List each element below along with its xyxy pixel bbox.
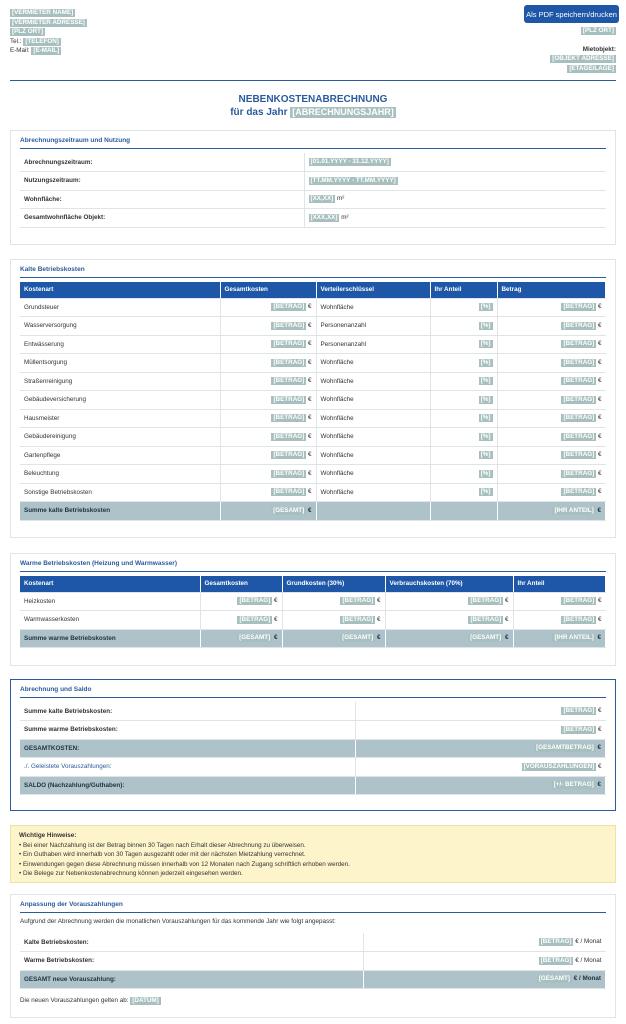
amount-value: [BETRAG]	[563, 469, 595, 477]
distribution-key: Wohnfläche	[316, 465, 430, 484]
table-row: Heizkosten [BETRAG] € [BETRAG] € [BETRAG] € [BETRAG] €	[20, 592, 606, 611]
adjust-table	[20, 933, 606, 989]
note-item: • Einwendungen gegen diese Abrechnung müssen innerhalb von 12 Monaten nach Zugang schriftlich erhoben werden.	[19, 860, 350, 868]
col-header: Kostenart	[20, 282, 220, 298]
distribution-key: Wohnfläche	[316, 354, 430, 373]
title-main: NEBENKOSTENABRECHNUNG	[238, 94, 388, 105]
share-value: [%]	[480, 303, 491, 311]
col-header: Gesamtkosten	[220, 282, 316, 298]
table-row: Warmwasserkosten [BETRAG] € [BETRAG] € [BETRAG] € [BETRAG] €	[20, 611, 606, 630]
table-row: Wasserversorgung [BETRAG] € Personenanzahl [%] [BETRAG] €	[20, 317, 606, 336]
email-label: E-Mail:	[10, 47, 30, 54]
period-value: [XX,XX]	[310, 195, 334, 203]
header-divider	[10, 80, 616, 81]
distribution-key: Wohnfläche	[316, 428, 430, 447]
landlord-city: [PLZ ORT]	[12, 28, 44, 35]
saldo-total-row: SALDO (Nachzahlung/Guthaben): [+/- BETRAG] €	[20, 776, 606, 795]
share-value: [%]	[480, 321, 491, 329]
title-year: [ABRECHNUNGSJAHR]	[292, 107, 394, 117]
warm-sum-row: Summe warme Betriebskosten [GESAMT] € [GESAMT] € [GESAMT] € [IHR ANTEIL] €	[20, 629, 606, 648]
cold-sum-row: Summe kalte Betriebskosten [GESAMT] € [IHR ANTEIL] €	[20, 502, 606, 521]
cost-type: Heizkosten	[20, 592, 200, 611]
amount-value: [BETRAG]	[273, 377, 305, 385]
total-costs-row: GESAMTKOSTEN: [GESAMTBETRAG] €	[20, 739, 606, 758]
cost-type: Warmwasserkosten	[20, 611, 200, 630]
distribution-key: Wohnfläche	[316, 483, 430, 502]
object-floor: [ETAGE/LAGE]	[569, 64, 614, 72]
amount-value: [BETRAG]	[563, 358, 595, 366]
adjust-row: Warme Betriebskosten: [BETRAG] € / Monat	[20, 952, 606, 971]
tenant-city: [PLZ ORT]	[582, 27, 614, 34]
amount-value: [BETRAG]	[273, 488, 305, 496]
adjust-intro: Aufgrund der Abrechnung werden die monatlichen Vorauszahlungen für das kommende Jahr wie folgt angepasst:	[20, 918, 336, 925]
period-label: Abrechnungszeitraum:	[20, 153, 304, 172]
period-value: [TT.MM.YYYY - TT.MM.YYYY]	[310, 176, 396, 184]
col-header: Gesamtkosten	[200, 576, 282, 592]
warm-table	[20, 576, 606, 648]
amount-value: [BETRAG]	[342, 615, 374, 623]
adjustment-section	[10, 894, 616, 1018]
amount-value: [BETRAG]	[563, 377, 595, 385]
cost-type: Grundsteuer	[20, 298, 220, 317]
period-label: Wohnfläche:	[20, 190, 304, 209]
col-header: Ihr Anteil	[430, 282, 497, 298]
cost-type: Sonstige Betriebskosten	[20, 483, 220, 502]
table-row: Müllentsorgung [BETRAG] € Wohnfläche [%] [BETRAG] €	[20, 354, 606, 373]
cost-type: Gebäudereinigung	[20, 428, 220, 447]
object-address: [OBJEKT ADRESSE]	[552, 55, 614, 62]
adjust-row: Kalte Betriebskosten: [BETRAG] € / Monat	[20, 933, 606, 952]
distribution-key: Personenanzahl	[316, 317, 430, 336]
amount-value: [BETRAG]	[273, 451, 305, 459]
period-row	[20, 153, 606, 172]
amount-value: [BETRAG]	[342, 597, 374, 605]
amount-value: [BETRAG]	[273, 432, 305, 440]
period-table	[20, 153, 606, 228]
note-item: • Bei einer Nachzahlung ist der Betrag binnen 30 Tagen nach Erhalt dieser Abrechnung zu überweisen.	[19, 841, 306, 849]
distribution-key: Personenanzahl	[316, 335, 430, 354]
cold-costs-section	[10, 259, 616, 538]
warm-costs-section	[10, 553, 616, 666]
cost-type: Beleuchtung	[20, 465, 220, 484]
col-header: Verteilerschlüssel	[316, 282, 430, 298]
table-row: Beleuchtung [BETRAG] € Wohnfläche [%] [BETRAG] €	[20, 465, 606, 484]
amount-value: [BETRAG]	[273, 321, 305, 329]
cold-heading: Kalte Betriebskosten	[20, 266, 606, 278]
table-row: Gartenpflege [BETRAG] € Wohnfläche [%] [BETRAG] €	[20, 446, 606, 465]
period-heading: Abrechnungszeitraum und Nutzung	[20, 137, 606, 149]
landlord-phone: [TELEFON]	[25, 37, 59, 45]
col-header: Verbrauchskosten (70%)	[385, 576, 513, 592]
amount-value: [BETRAG]	[470, 597, 502, 605]
phone-label: Tel.:	[10, 37, 22, 45]
adjust-total-row: GESAMT neue Vorauszahlung: [GESAMT] € / Monat	[20, 970, 606, 989]
col-header: Ihr Anteil	[513, 576, 606, 592]
table-row: Hausmeister [BETRAG] € Wohnfläche [%] [BETRAG] €	[20, 409, 606, 428]
distribution-key: Wohnfläche	[316, 446, 430, 465]
saldo-table	[20, 702, 606, 795]
distribution-key: Wohnfläche	[316, 372, 430, 391]
saldo-heading: Abrechnung und Saldo	[20, 686, 606, 698]
valid-date: [DATUM]	[132, 997, 159, 1004]
cost-type: Gartenpflege	[20, 446, 220, 465]
amount-value: [BETRAG]	[273, 303, 305, 311]
adjust-heading: Anpassung der Vorauszahlungen	[20, 901, 606, 913]
distribution-key: Wohnfläche	[316, 409, 430, 428]
share-value: [%]	[480, 451, 491, 459]
amount-value: [BETRAG]	[273, 414, 305, 422]
note-item: • Die Belege zur Nebenkostenabrechnung können jederzeit eingesehen werden.	[19, 870, 243, 877]
title-year-label: für das Jahr	[230, 107, 288, 118]
share-value: [%]	[480, 358, 491, 366]
landlord-email: [E-MAIL]	[33, 47, 60, 54]
share-value: [%]	[480, 469, 491, 477]
distribution-key: Wohnfläche	[316, 391, 430, 410]
table-row: Sonstige Betriebskosten [BETRAG] € Wohnfläche [%] [BETRAG] €	[20, 483, 606, 502]
notes-box	[10, 825, 616, 883]
amount-value: [BETRAG]	[563, 395, 595, 403]
amount-value: [BETRAG]	[563, 451, 595, 459]
share-value: [%]	[480, 414, 491, 422]
prepaid-row: ./. Geleistete Vorauszahlungen: [VORAUSZAHLUNGEN] €	[20, 758, 606, 777]
amount-value: [BETRAG]	[273, 340, 305, 348]
page-title	[0, 93, 626, 119]
period-section	[10, 130, 616, 245]
cost-type: Hausmeister	[20, 409, 220, 428]
period-value: [XXX,XX]	[310, 213, 338, 221]
warm-heading: Warme Betriebskosten (Heizung und Warmwasser)	[20, 560, 606, 572]
period-row: Gesamtwohnfläche Objekt: [XXX,XX] m²	[20, 209, 606, 228]
distribution-key: Wohnfläche	[316, 298, 430, 317]
share-value: [%]	[480, 377, 491, 385]
table-row: Entwässerung [BETRAG] € Personenanzahl [%] [BETRAG] €	[20, 335, 606, 354]
col-header: Betrag	[497, 282, 606, 298]
landlord-address: [VERMIETER ADRESSE]	[12, 18, 85, 26]
note-item: • Ein Guthaben wird innerhalb von 30 Tagen ausgezahlt oder mit der nächsten Mietzahlung verrechnet.	[19, 851, 306, 858]
cost-type: Müllentsorgung	[20, 354, 220, 373]
amount-value: [BETRAG]	[563, 432, 595, 440]
period-row	[20, 172, 606, 191]
table-row: Straßenreinigung [BETRAG] € Wohnfläche [%] [BETRAG] €	[20, 372, 606, 391]
amount-value: [BETRAG]	[273, 395, 305, 403]
cold-table	[20, 282, 606, 521]
pdf-print-button[interactable]: Als PDF speichern/drucken	[524, 5, 619, 23]
period-value: [01.01.YYYY - 31.12.YYYY]	[310, 158, 389, 165]
amount-value: [BETRAG]	[239, 615, 271, 623]
saldo-row: Summe warme Betriebskosten: [BETRAG] €	[20, 721, 606, 740]
landlord-block	[10, 8, 87, 56]
share-value: [%]	[480, 432, 491, 440]
landlord-name: [VERMIETER NAME]	[12, 9, 74, 16]
amount-value: [BETRAG]	[273, 358, 305, 366]
period-row: Wohnfläche: [XX,XX] m²	[20, 190, 606, 209]
table-row: Gebäudeversicherung [BETRAG] € Wohnfläche [%] [BETRAG] €	[20, 391, 606, 410]
share-value: [%]	[480, 395, 491, 403]
saldo-row: Summe kalte Betriebskosten: [BETRAG] €	[20, 702, 606, 721]
adjust-valid: Die neuen Vorauszahlungen gelten ab: [DATUM]	[20, 997, 159, 1004]
amount-value: [BETRAG]	[563, 488, 595, 496]
notes-heading: Wichtige Hinweise:	[19, 832, 77, 839]
cost-type: Wasserversorgung	[20, 317, 220, 336]
amount-value: [BETRAG]	[563, 414, 595, 422]
amount-value: [BETRAG]	[563, 340, 595, 348]
amount-value: [BETRAG]	[470, 615, 502, 623]
cost-type: Straßenreinigung	[20, 372, 220, 391]
object-label: Mietobjekt:	[582, 45, 616, 53]
period-label: Gesamtwohnfläche Objekt:	[20, 209, 304, 228]
table-row: Gebäudereinigung [BETRAG] € Wohnfläche [%] [BETRAG] €	[20, 428, 606, 447]
cost-type: Gebäudeversicherung	[20, 391, 220, 410]
saldo-section	[10, 679, 616, 811]
col-header: Kostenart	[20, 576, 200, 592]
amount-value: [BETRAG]	[563, 303, 595, 311]
amount-value: [BETRAG]	[273, 469, 305, 477]
period-label: Nutzungszeitraum:	[20, 172, 304, 191]
table-row: Grundsteuer [BETRAG] € Wohnfläche [%] [BETRAG] €	[20, 298, 606, 317]
share-value: [%]	[480, 488, 491, 496]
share-value: [%]	[480, 340, 491, 348]
cost-type: Entwässerung	[20, 335, 220, 354]
amount-value: [BETRAG]	[239, 597, 271, 605]
col-header: Grundkosten (30%)	[282, 576, 385, 592]
amount-value: [BETRAG]	[563, 615, 595, 623]
amount-value: [BETRAG]	[563, 597, 595, 605]
amount-value: [BETRAG]	[563, 321, 595, 329]
